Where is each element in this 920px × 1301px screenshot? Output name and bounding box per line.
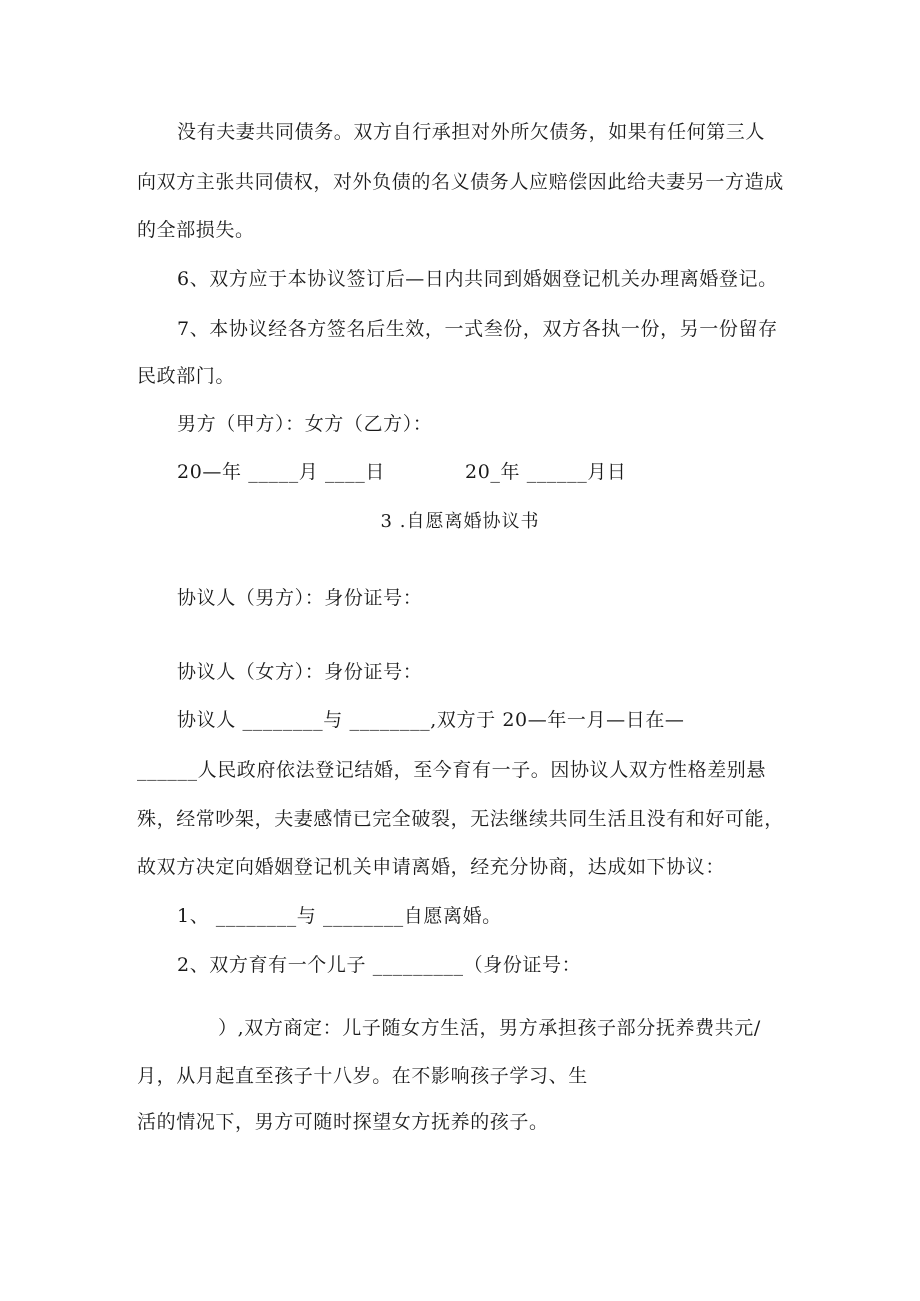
date-right: 20_年 ______月日 (465, 461, 627, 483)
item-2-line-2: ）,双方商定：儿子随女方生活，男方承担孩子部分抚养费共元/ (218, 1017, 761, 1039)
item-2-line-3: 月，从月起直至孩子十八岁。在不影响孩子学习、生 (137, 1065, 588, 1087)
signature-line: 男方（甲方）：女方（乙方）： (177, 413, 433, 435)
item-2-line-4: 活的情况下，男方可随时探望女方抚养的孩子。 (137, 1111, 549, 1133)
paragraph-7-line-1: 7、本协议经各方签名后生效，一式叁份，双方各执一份，另一份留存 (177, 318, 778, 340)
paragraph-7-line-2: 民政部门。 (137, 365, 236, 387)
intro-line-1: 协议人 ________与 ________,双方于 20—年一月—日在— (177, 709, 685, 731)
intro-line-3: 殊，经常吵架，夫妻感情已完全破裂，无法继续共同生活且没有和好可能， (137, 808, 784, 830)
intro-line-4: 故双方决定向婚姻登记机关申请离婚，经充分协商，达成如下协议： (137, 856, 726, 878)
agreement-title: 3 .自愿离婚协议书 (380, 511, 540, 532)
party-female: 协议人（女方）：身份证号： (177, 661, 423, 683)
party-male: 协议人（男方）：身份证号： (177, 587, 423, 609)
paragraph-5-line-2: 向双方主张共同债权，对外负债的名义债务人应赔偿因此给夫妻另一方造成 (137, 171, 784, 193)
paragraph-5-line-1: 没有夫妻共同债务。双方自行承担对外所欠债务，如果有任何第三人 (177, 121, 766, 143)
item-1: 1、 ________与 ________自愿离婚。 (177, 905, 502, 927)
intro-line-2: ______人民政府依法登记结婚，至今育有一子。因协议人双方性格差别悬 (137, 759, 767, 781)
paragraph-6: 6、双方应于本协议签订后—日内共同到婚姻登记机关办理离婚登记。 (177, 268, 778, 290)
paragraph-5-line-3: 的全部损失。 (137, 219, 255, 241)
date-left: 20—年 _____月 ____日 (177, 461, 385, 483)
item-2-line-1: 2、双方育有一个儿子 _________（身份证号： (177, 954, 582, 976)
